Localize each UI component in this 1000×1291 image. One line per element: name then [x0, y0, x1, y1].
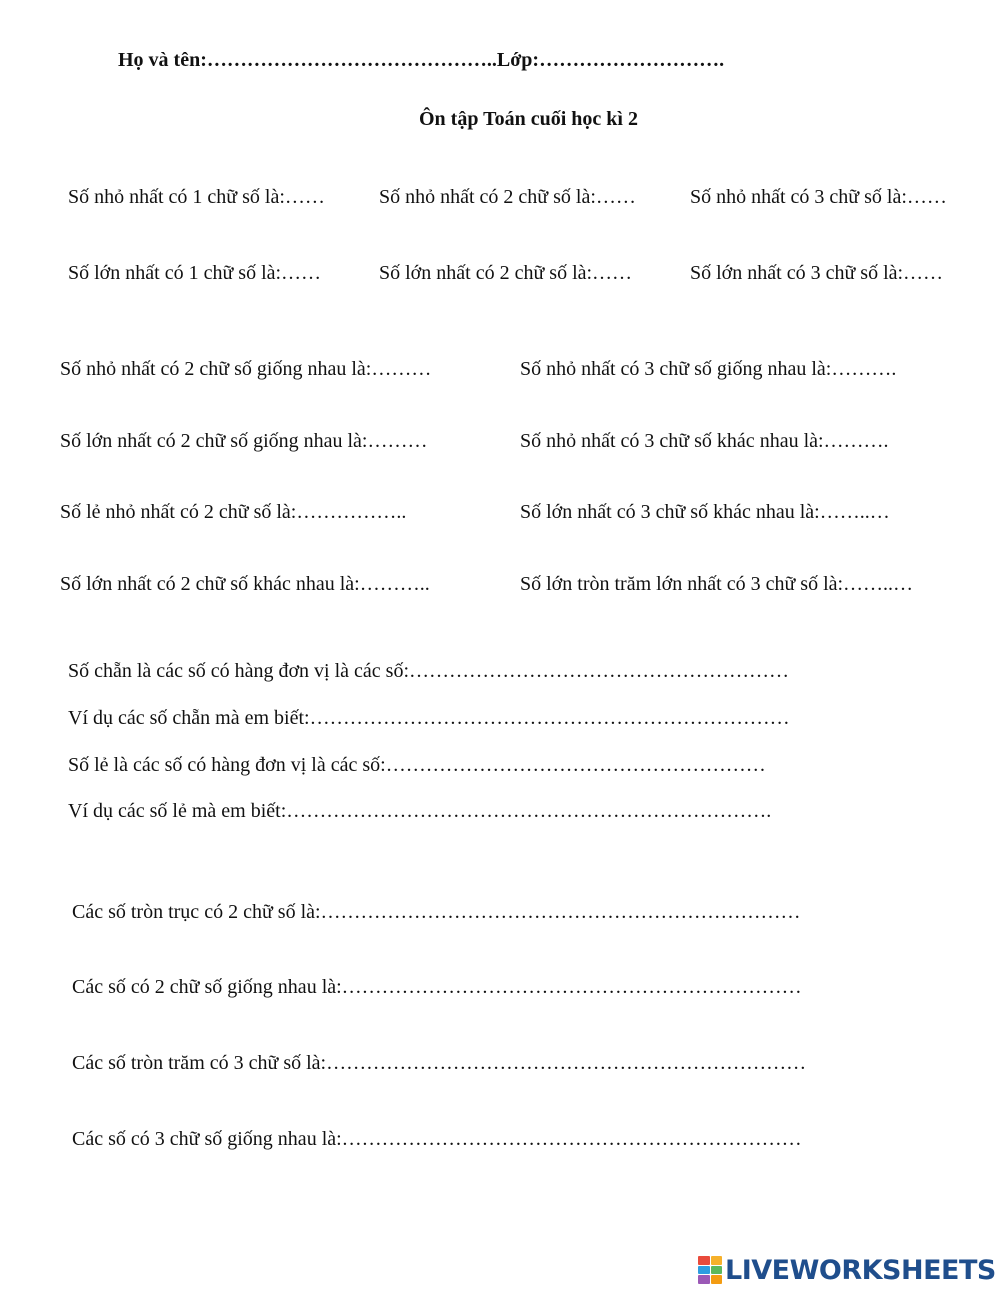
liveworksheets-logo-icon	[698, 1256, 722, 1284]
question-largest-1-digit: Số lớn nhất có 1 chữ số là:……	[68, 262, 322, 284]
question-smallest-3-digit: Số nhỏ nhất có 3 chữ số là:……	[690, 186, 947, 208]
question-right-4: Số lớn tròn trăm lớn nhất có 3 chữ số là:……..…	[520, 573, 914, 595]
question-left-2: Số lớn nhất có 2 chữ số giống nhau là:………	[60, 430, 428, 452]
question-largest-3-digit: Số lớn nhất có 3 chữ số là:……	[690, 262, 944, 284]
question-right-2: Số nhỏ nhất có 3 chữ số khác nhau là:……….	[520, 430, 889, 452]
question-left-3: Số lẻ nhỏ nhất có 2 chữ số là:……………..	[60, 501, 407, 523]
question-even-digits: Số chẵn là các số có hàng đơn vị là các số:…………………………………………………	[68, 660, 790, 682]
question-round-tens: Các số tròn trục có 2 chữ số là:………………………………………………………………	[72, 901, 801, 923]
question-right-3: Số lớn nhất có 3 chữ số khác nhau là:……..…	[520, 501, 890, 523]
question-smallest-2-digit: Số nhỏ nhất có 2 chữ số là:……	[379, 186, 636, 208]
question-left-4: Số lớn nhất có 2 chữ số khác nhau là:………..	[60, 573, 430, 595]
question-round-hundreds: Các số tròn trăm có 3 chữ số là:………………………………………………………………	[72, 1052, 807, 1074]
question-even-examples: Ví dụ các số chẵn mà em biết:………………………………………………………………	[68, 707, 790, 729]
question-largest-2-digit: Số lớn nhất có 2 chữ số là:……	[379, 262, 633, 284]
liveworksheets-logo	[698, 1253, 996, 1287]
liveworksheets-logo-text: LIVEWORKSHEETS	[725, 1254, 996, 1286]
question-3-digit-same: Các số có 3 chữ số giống nhau là:……………………………………………………………	[72, 1128, 802, 1150]
question-left-1: Số nhỏ nhất có 2 chữ số giống nhau là:………	[60, 358, 432, 380]
name-class-field: Họ và tên:……………………………………..Lớp:……………………….	[118, 49, 725, 71]
question-odd-digits: Số lẻ là các số có hàng đơn vị là các số:…………………………………………………	[68, 754, 766, 776]
question-odd-examples: Ví dụ các số lẻ mà em biết:……………………………………………………………….	[68, 800, 772, 822]
question-2-digit-same: Các số có 2 chữ số giống nhau là:……………………………………………………………	[72, 976, 802, 998]
question-right-1: Số nhỏ nhất có 3 chữ số giống nhau là:……….	[520, 358, 897, 380]
page-title: Ôn tập Toán cuối học kì 2	[419, 108, 638, 130]
question-smallest-1-digit: Số nhỏ nhất có 1 chữ số là:……	[68, 186, 325, 208]
